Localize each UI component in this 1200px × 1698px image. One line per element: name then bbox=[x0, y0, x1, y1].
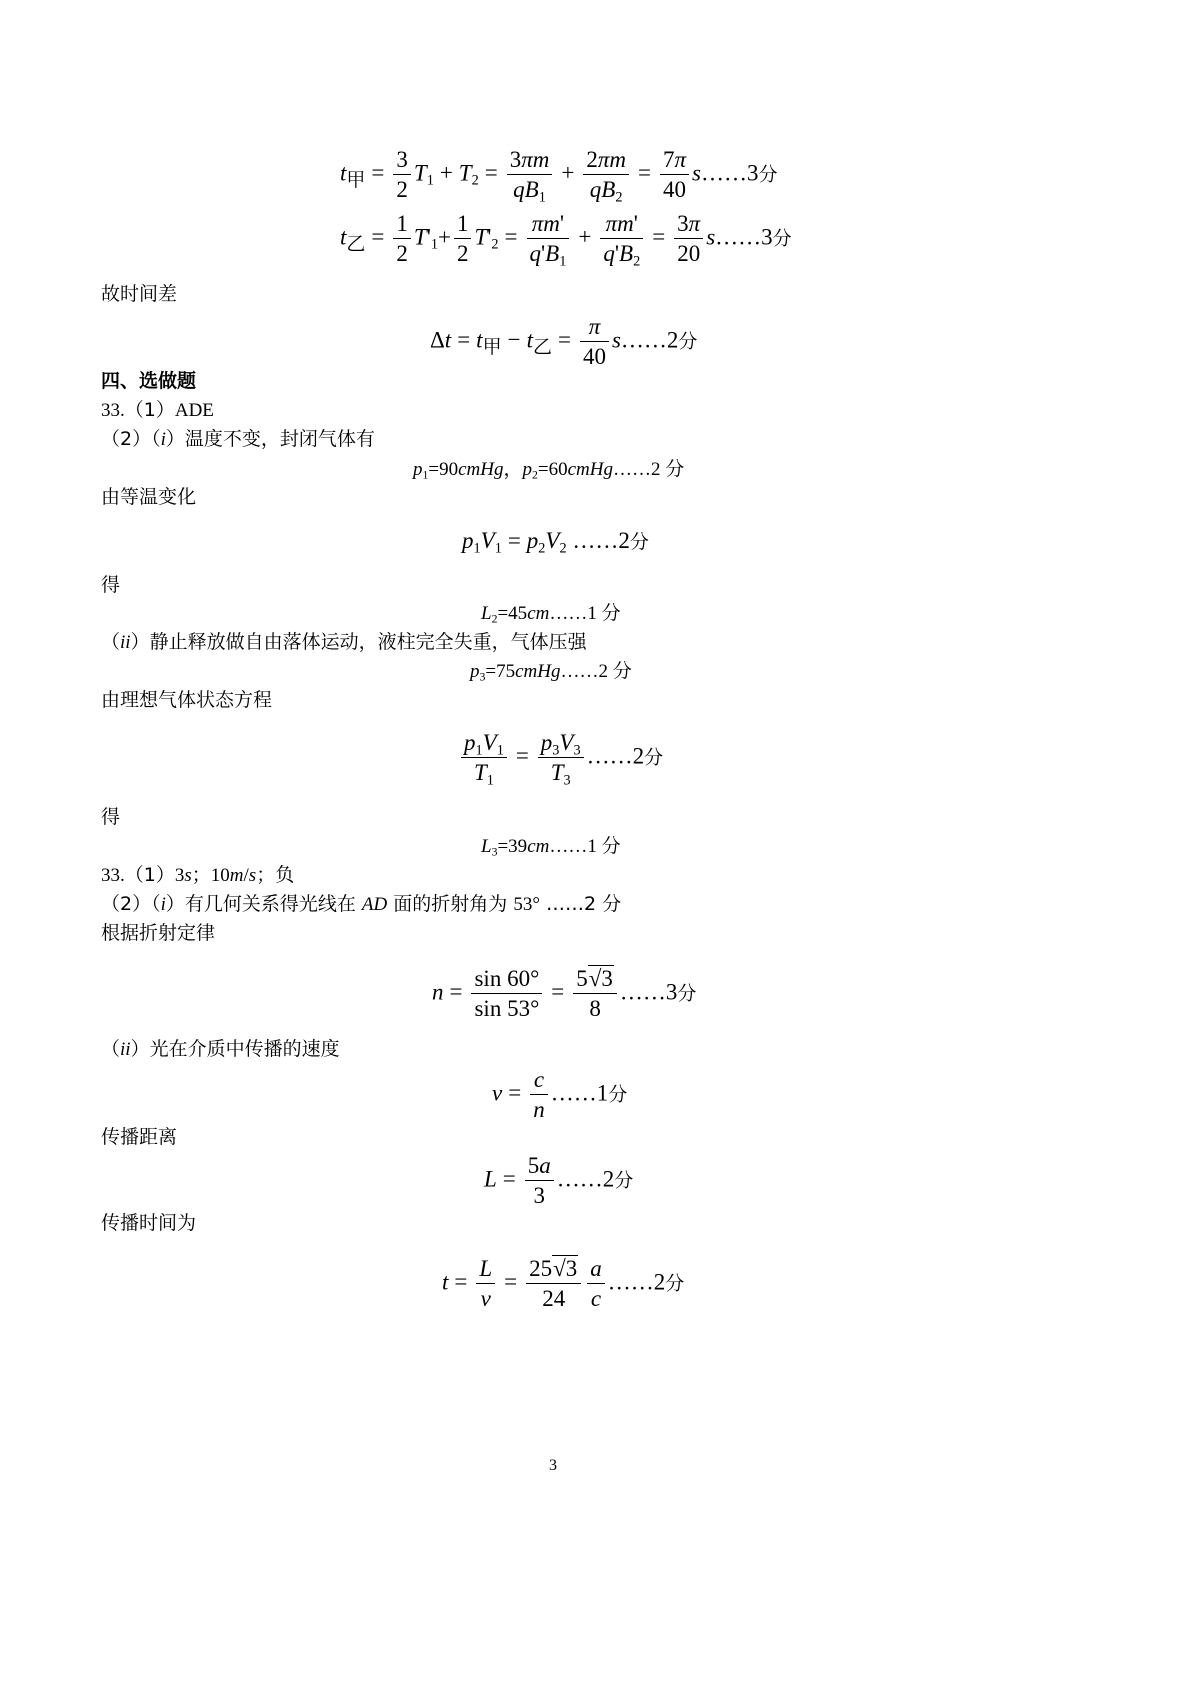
time-intro: 传播时间为 bbox=[101, 1212, 197, 1234]
page-number: 3 bbox=[549, 1457, 557, 1474]
q33b-part2-i: （2）（i）有几何关系得光线在 AD 面的折射角为 53° ……2 分 bbox=[101, 893, 622, 915]
equation-p1v1: $p_1V_1 = p_2V_2$ ……2分 bbox=[462, 528, 649, 557]
result-label-2: 得 bbox=[101, 806, 121, 828]
part-ii-intro: （ii）静止释放做自由落体运动，液柱完全失重，气体压强 bbox=[101, 631, 587, 653]
q33b-part1: 33.（1）3s；10m/s；负 bbox=[101, 864, 295, 886]
equation-delta-t: $\Delta t = t_甲 - t_乙$ = $\frac{\pi}{40}$ s……2分 bbox=[430, 314, 698, 370]
equation-ideal-gas: $\frac{p_1V_1}{T_1}$ = $\frac{p_3V_3}{T_3}$ ……2分 bbox=[458, 731, 663, 785]
part-ii-speed-intro: （ii）光在介质中传播的速度 bbox=[101, 1038, 340, 1060]
refraction-law-intro: 根据折射定律 bbox=[101, 922, 216, 944]
time-diff-intro: 故时间差 bbox=[101, 283, 178, 305]
q33-part1: 33.（1）ADE bbox=[101, 399, 214, 421]
equation-t-jia: $t_甲$ = $\frac{3}{2}$ $T_1 + T_2$ = $\frac{3\pi m}{qB_1}$ + $\frac{2\pi m}{qB_2}$ = $\frac{7\pi}{40}$ s……3分 bbox=[340, 147, 778, 206]
ideal-gas-intro: 由理想气体状态方程 bbox=[101, 689, 273, 711]
equation-n: n = $\frac{\sin 60^\circ}{\sin 53^\circ}$ = $\frac{5√3}{8}$ ……3分 bbox=[432, 966, 697, 1022]
pressures-line: $p_1=90cmHg$，$p_2=60cmHg\dots\dots 2$ 分 bbox=[413, 458, 685, 482]
q33-part2-i-intro: （2）（i）温度不变，封闭气体有 bbox=[101, 428, 375, 450]
p3-value: $p_3=75cmHg\dots\dots 2$ 分 bbox=[470, 660, 632, 684]
equation-t-yi: $t_乙$ = $\frac{1}{2}$ $T'_1+$ $\frac{1}{2}$ $T'_2$ = $\frac{\pi m'}{q'B_1}$ + $\frac{\pi m'}{q'B_2}$ = $\frac{3\pi}{20}$ s……3分 bbox=[340, 211, 792, 270]
equation-L: L = $\frac{5a}{3}$ ……2分 bbox=[484, 1153, 634, 1209]
isothermal-intro: 由等温变化 bbox=[101, 486, 197, 508]
equation-v: v = $\frac{c}{n}$ ……1分 bbox=[492, 1067, 628, 1123]
l3-value: $L_3=39cm\dots\dots 1$ 分 bbox=[481, 835, 621, 859]
equation-t: t = $\frac{L}{v}$ = $\frac{25√3}{24}$ $\frac{a}{c}$ ……2分 bbox=[442, 1256, 685, 1312]
l2-value: $L_2=45cm\dots\dots 1$ 分 bbox=[481, 602, 621, 626]
distance-intro: 传播距离 bbox=[101, 1126, 178, 1148]
result-label-1: 得 bbox=[101, 574, 121, 596]
section-title: 四、选做题 bbox=[101, 370, 197, 392]
